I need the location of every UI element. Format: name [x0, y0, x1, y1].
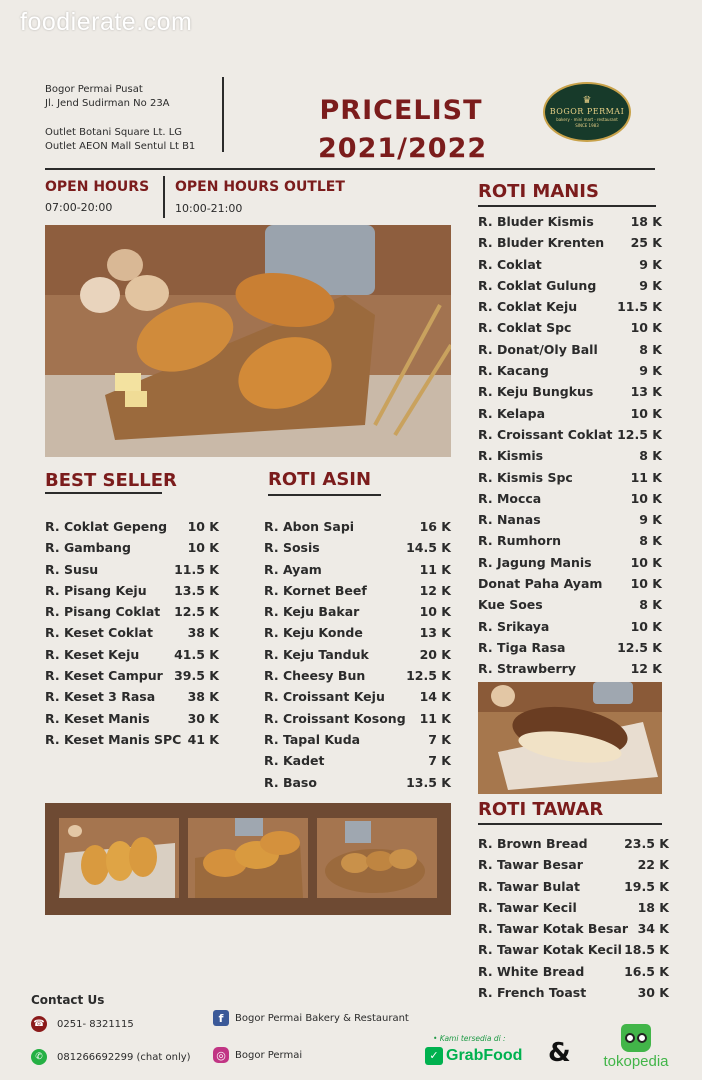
menu-item-name: R. Srikaya	[478, 618, 550, 634]
menu-item	[45, 537, 219, 558]
menu-item-name: R. Strawberry	[478, 661, 576, 677]
menu-item	[45, 729, 219, 750]
menu-item-price: 8 K	[639, 341, 662, 357]
menu-item	[45, 622, 219, 643]
menu-item-price: 20 K	[419, 646, 451, 662]
menu-item-name: R. Bluder Krenten	[478, 235, 605, 251]
logo-since: SINCE 1983	[575, 122, 599, 128]
menu-item-price: 12.5 K	[174, 604, 219, 620]
ampersand: &	[548, 1038, 571, 1068]
facebook-name: Bogor Permai Bakery & Restaurant	[235, 1012, 409, 1024]
menu-item-price: 38 K	[187, 689, 219, 705]
whatsapp-number: 081266692299 (chat only)	[57, 1051, 191, 1063]
menu-item	[478, 833, 669, 854]
menu-item-price: 9 K	[639, 256, 662, 272]
divider	[478, 823, 662, 825]
menu-item-price: 22 K	[637, 857, 669, 873]
menu-item	[45, 708, 219, 729]
menu-item-price: 12.5 K	[617, 639, 662, 655]
brand-logo	[543, 82, 631, 142]
menu-item-price: 12 K	[419, 582, 451, 598]
divider	[163, 176, 165, 218]
title-line: 2021/2022	[318, 133, 488, 164]
menu-item-name: R. Keju Bakar	[264, 604, 360, 620]
instagram-contact	[213, 1047, 302, 1063]
menu-item-name: R. Tawar Bulat	[478, 878, 580, 894]
menu-item	[45, 559, 219, 580]
menu-item-name: R. Tawar Besar	[478, 857, 583, 873]
menu-item-price: 25 K	[630, 235, 662, 251]
menu-item-name: R. Gambang	[45, 540, 131, 556]
menu-item-price: 8 K	[639, 597, 662, 613]
menu-item-price: 11 K	[419, 710, 451, 726]
menu-item	[478, 381, 662, 402]
tokopedia-label: tokopedia	[603, 1053, 669, 1070]
menu-item-price: 10 K	[630, 576, 662, 592]
bread-photo	[45, 225, 451, 457]
menu-item-name: R. Keset Keju	[45, 646, 140, 662]
address-block	[45, 83, 195, 154]
menu-item	[45, 686, 219, 707]
divider	[478, 205, 656, 207]
menu-item	[264, 729, 451, 750]
menu-item	[45, 601, 219, 622]
menu-item	[264, 559, 451, 580]
address-line: Outlet Botani Square Lt. LG	[45, 127, 183, 138]
menu-item	[478, 939, 669, 960]
open-hours-outlet-value: 10:00-21:00	[175, 202, 243, 215]
whatsapp-icon: ✆	[31, 1049, 47, 1065]
menu-item-price: 13 K	[630, 384, 662, 400]
menu-item-name: R. Kacang	[478, 363, 549, 379]
bread-loaf-photo	[478, 682, 662, 794]
menu-item	[478, 360, 662, 381]
divider	[222, 77, 224, 152]
menu-item-name: R. Tiga Rasa	[478, 639, 566, 655]
menu-item	[264, 537, 451, 558]
menu-item-name: R. Jagung Manis	[478, 554, 592, 570]
address-line: Jl. Jend Sudirman No 23A	[45, 98, 170, 109]
menu-item	[264, 601, 451, 622]
menu-item-name: R. Croissant Kosong	[264, 710, 406, 726]
menu-item-price: 18.5 K	[624, 942, 669, 958]
menu-item	[478, 275, 662, 296]
menu-item-name: R. Keset Campur	[45, 668, 163, 684]
best-seller-title: BEST SELLER	[45, 470, 177, 491]
menu-item-price: 14.5 K	[406, 540, 451, 556]
tokopedia-icon	[621, 1024, 651, 1052]
logo-sub: bakery · mini mart · restaurant	[556, 116, 618, 122]
menu-item-name: R. Mocca	[478, 490, 542, 506]
menu-item-name: R. Ayam	[264, 561, 322, 577]
menu-item-name: R. Pisang Coklat	[45, 604, 161, 620]
menu-item-name: R. Coklat Gulung	[478, 277, 597, 293]
menu-item-name: R. Sosis	[264, 540, 320, 556]
menu-item-price: 13.5 K	[406, 774, 451, 790]
menu-item	[478, 616, 662, 637]
address-line: Bogor Permai Pusat	[45, 84, 143, 95]
menu-item-price: 41.5 K	[174, 646, 219, 662]
menu-item	[478, 658, 662, 679]
phone-icon: ☎	[31, 1016, 47, 1032]
menu-item-price: 12 K	[630, 661, 662, 677]
menu-item-price: 39.5 K	[174, 668, 219, 684]
roti-tawar-title: ROTI TAWAR	[478, 799, 604, 820]
menu-item	[264, 580, 451, 601]
menu-item-name: R. Croissant Keju	[264, 689, 385, 705]
menu-item-price: 13.5 K	[174, 582, 219, 598]
menu-item	[45, 580, 219, 601]
menu-item-price: 38 K	[187, 625, 219, 641]
title-line: PRICELIST	[319, 95, 483, 126]
menu-item	[478, 509, 662, 530]
menu-item-price: 18 K	[637, 899, 669, 915]
menu-item-price: 9 K	[639, 277, 662, 293]
menu-item	[264, 622, 451, 643]
open-hours-outlet-label: OPEN HOURS OUTLET	[175, 179, 345, 195]
whatsapp-contact	[31, 1049, 191, 1065]
menu-item	[264, 708, 451, 729]
menu-item	[478, 211, 662, 232]
menu-item-name: Kue Soes	[478, 597, 543, 613]
menu-item-price: 12.5 K	[406, 668, 451, 684]
roti-manis-list	[478, 211, 662, 680]
menu-item	[478, 918, 669, 939]
menu-item	[478, 594, 662, 615]
grabfood-icon: ✓	[425, 1047, 443, 1065]
menu-item-name: Donat Paha Ayam	[478, 576, 603, 592]
menu-item	[478, 897, 669, 918]
menu-item	[264, 750, 451, 771]
menu-item-price: 9 K	[639, 512, 662, 528]
menu-item-price: 18 K	[630, 214, 662, 229]
menu-item-name: R. Coklat Keju	[478, 299, 578, 315]
menu-item-name: R. Keset Manis	[45, 710, 150, 726]
menu-item-name: R. Keset Coklat	[45, 625, 153, 641]
menu-item-price: 13 K	[419, 625, 451, 641]
logo-name: BOGOR PERMAI	[549, 106, 625, 116]
menu-item-name: R. Tapal Kuda	[264, 731, 361, 747]
divider	[45, 492, 162, 494]
menu-item-price: 8 K	[639, 448, 662, 464]
grabfood-badge	[425, 1034, 537, 1070]
menu-item-name: R. White Bread	[478, 963, 585, 979]
menu-item	[264, 772, 451, 793]
menu-item-price: 10 K	[419, 604, 451, 620]
crown-icon: ♛	[582, 94, 592, 106]
menu-item-price: 10 K	[630, 490, 662, 506]
divider	[268, 494, 381, 496]
menu-item	[478, 854, 669, 875]
menu-item	[478, 876, 669, 897]
menu-item	[45, 665, 219, 686]
menu-item-price: 11 K	[419, 561, 451, 577]
menu-item-price: 23.5 K	[624, 836, 669, 851]
contact-title: Contact Us	[31, 993, 105, 1007]
best-seller-list	[45, 516, 219, 750]
roti-manis-title: ROTI MANIS	[478, 181, 599, 202]
menu-item	[478, 982, 669, 1003]
menu-item	[264, 644, 451, 665]
menu-item-price: 30 K	[637, 985, 669, 1001]
menu-item-name: R. Kismis	[478, 448, 544, 464]
menu-item-name: R. Baso	[264, 774, 317, 790]
menu-item-name: R. Susu	[45, 561, 99, 577]
roti-asin-title: ROTI ASIN	[268, 469, 372, 490]
tokopedia-badge	[596, 1024, 676, 1070]
menu-item-name: R. French Toast	[478, 985, 587, 1001]
menu-item-price: 12.5 K	[617, 426, 662, 442]
menu-item-name: R. Croissant Coklat	[478, 426, 613, 442]
menu-item-price: 16 K	[419, 519, 451, 534]
menu-item-name: R. Tawar Kotak Besar	[478, 921, 628, 937]
menu-item	[478, 445, 662, 466]
menu-item	[478, 573, 662, 594]
menu-item-price: 11.5 K	[617, 299, 662, 315]
facebook-icon: f	[213, 1010, 229, 1026]
menu-item-price: 11.5 K	[174, 561, 219, 577]
menu-item-name: R. Nanas	[478, 512, 541, 528]
menu-item-name: R. Kornet Beef	[264, 582, 367, 598]
menu-item-name: R. Keju Tanduk	[264, 646, 369, 662]
menu-item-name: R. Bluder Kismis	[478, 214, 594, 229]
menu-item-price: 10 K	[187, 519, 219, 534]
menu-item	[478, 254, 662, 275]
menu-item-name: R. Tawar Kecil	[478, 899, 577, 915]
photo-strip	[45, 803, 451, 915]
menu-item	[478, 637, 662, 658]
menu-item	[264, 516, 451, 537]
menu-item-price: 16.5 K	[624, 963, 669, 979]
roti-asin-list	[264, 516, 451, 793]
menu-item-name: R. Coklat Gepeng	[45, 519, 168, 534]
menu-item-price: 10 K	[630, 618, 662, 634]
menu-item-price: 14 K	[419, 689, 451, 705]
menu-item-name: R. Rumhorn	[478, 533, 562, 549]
menu-item-price: 41 K	[187, 731, 219, 747]
menu-item	[45, 644, 219, 665]
menu-item	[478, 296, 662, 317]
menu-item-name: R. Coklat	[478, 256, 542, 272]
menu-item-price: 10 K	[630, 405, 662, 421]
grabfood-label: GrabFood	[446, 1047, 523, 1064]
available-text: • Kami tersedia di :	[433, 1034, 506, 1043]
menu-item-name: R. Pisang Keju	[45, 582, 147, 598]
menu-item-name: R. Tawar Kotak Kecil	[478, 942, 622, 958]
menu-item-price: 8 K	[639, 533, 662, 549]
menu-item	[478, 317, 662, 338]
menu-item-name: R. Keset Manis SPC	[45, 731, 182, 747]
menu-item	[478, 961, 669, 982]
menu-item-name: R. Brown Bread	[478, 836, 588, 851]
divider	[45, 168, 655, 170]
menu-item	[264, 665, 451, 686]
menu-item	[45, 516, 219, 537]
menu-item-price: 11 K	[630, 469, 662, 485]
menu-item-name: R. Kismis Spc	[478, 469, 573, 485]
menu-item-price: 10 K	[630, 320, 662, 336]
phone-number: 0251- 8321115	[57, 1018, 134, 1030]
instagram-name: Bogor Permai	[235, 1049, 303, 1061]
menu-item	[478, 232, 662, 253]
menu-item-name: R. Keju Bungkus	[478, 384, 594, 400]
menu-item	[264, 686, 451, 707]
instagram-icon: ◎	[213, 1047, 229, 1063]
menu-item-price: 7 K	[428, 731, 451, 747]
menu-item-name: R. Kelapa	[478, 405, 546, 421]
menu-item	[478, 339, 662, 360]
menu-item-name: R. Coklat Spc	[478, 320, 572, 336]
menu-item	[478, 403, 662, 424]
menu-item-name: R. Keset 3 Rasa	[45, 689, 156, 705]
menu-item-price: 10 K	[187, 540, 219, 556]
menu-item	[478, 552, 662, 573]
menu-item-price: 9 K	[639, 363, 662, 379]
page-title	[318, 92, 488, 168]
facebook-contact	[213, 1010, 409, 1026]
menu-item-price: 7 K	[428, 753, 451, 769]
menu-item-price: 19.5 K	[624, 878, 669, 894]
menu-item	[478, 488, 662, 509]
menu-item-price: 30 K	[187, 710, 219, 726]
menu-item-name: R. Abon Sapi	[264, 519, 355, 534]
watermark: foodierate.com	[20, 8, 193, 36]
menu-item-name: R. Cheesy Bun	[264, 668, 366, 684]
phone-contact	[31, 1016, 134, 1032]
menu-item-price: 10 K	[630, 554, 662, 570]
menu-item-price: 34 K	[637, 921, 669, 937]
menu-item	[478, 467, 662, 488]
address-line: Outlet AEON Mall Sentul Lt B1	[45, 141, 196, 152]
open-hours-label: OPEN HOURS	[45, 179, 150, 195]
open-hours-value: 07:00-20:00	[45, 201, 113, 214]
menu-item	[478, 424, 662, 445]
menu-item-name: R. Keju Konde	[264, 625, 363, 641]
menu-item-name: R. Kadet	[264, 753, 325, 769]
roti-tawar-list	[478, 833, 669, 1003]
menu-item-name: R. Donat/Oly Ball	[478, 341, 598, 357]
menu-item	[478, 530, 662, 551]
